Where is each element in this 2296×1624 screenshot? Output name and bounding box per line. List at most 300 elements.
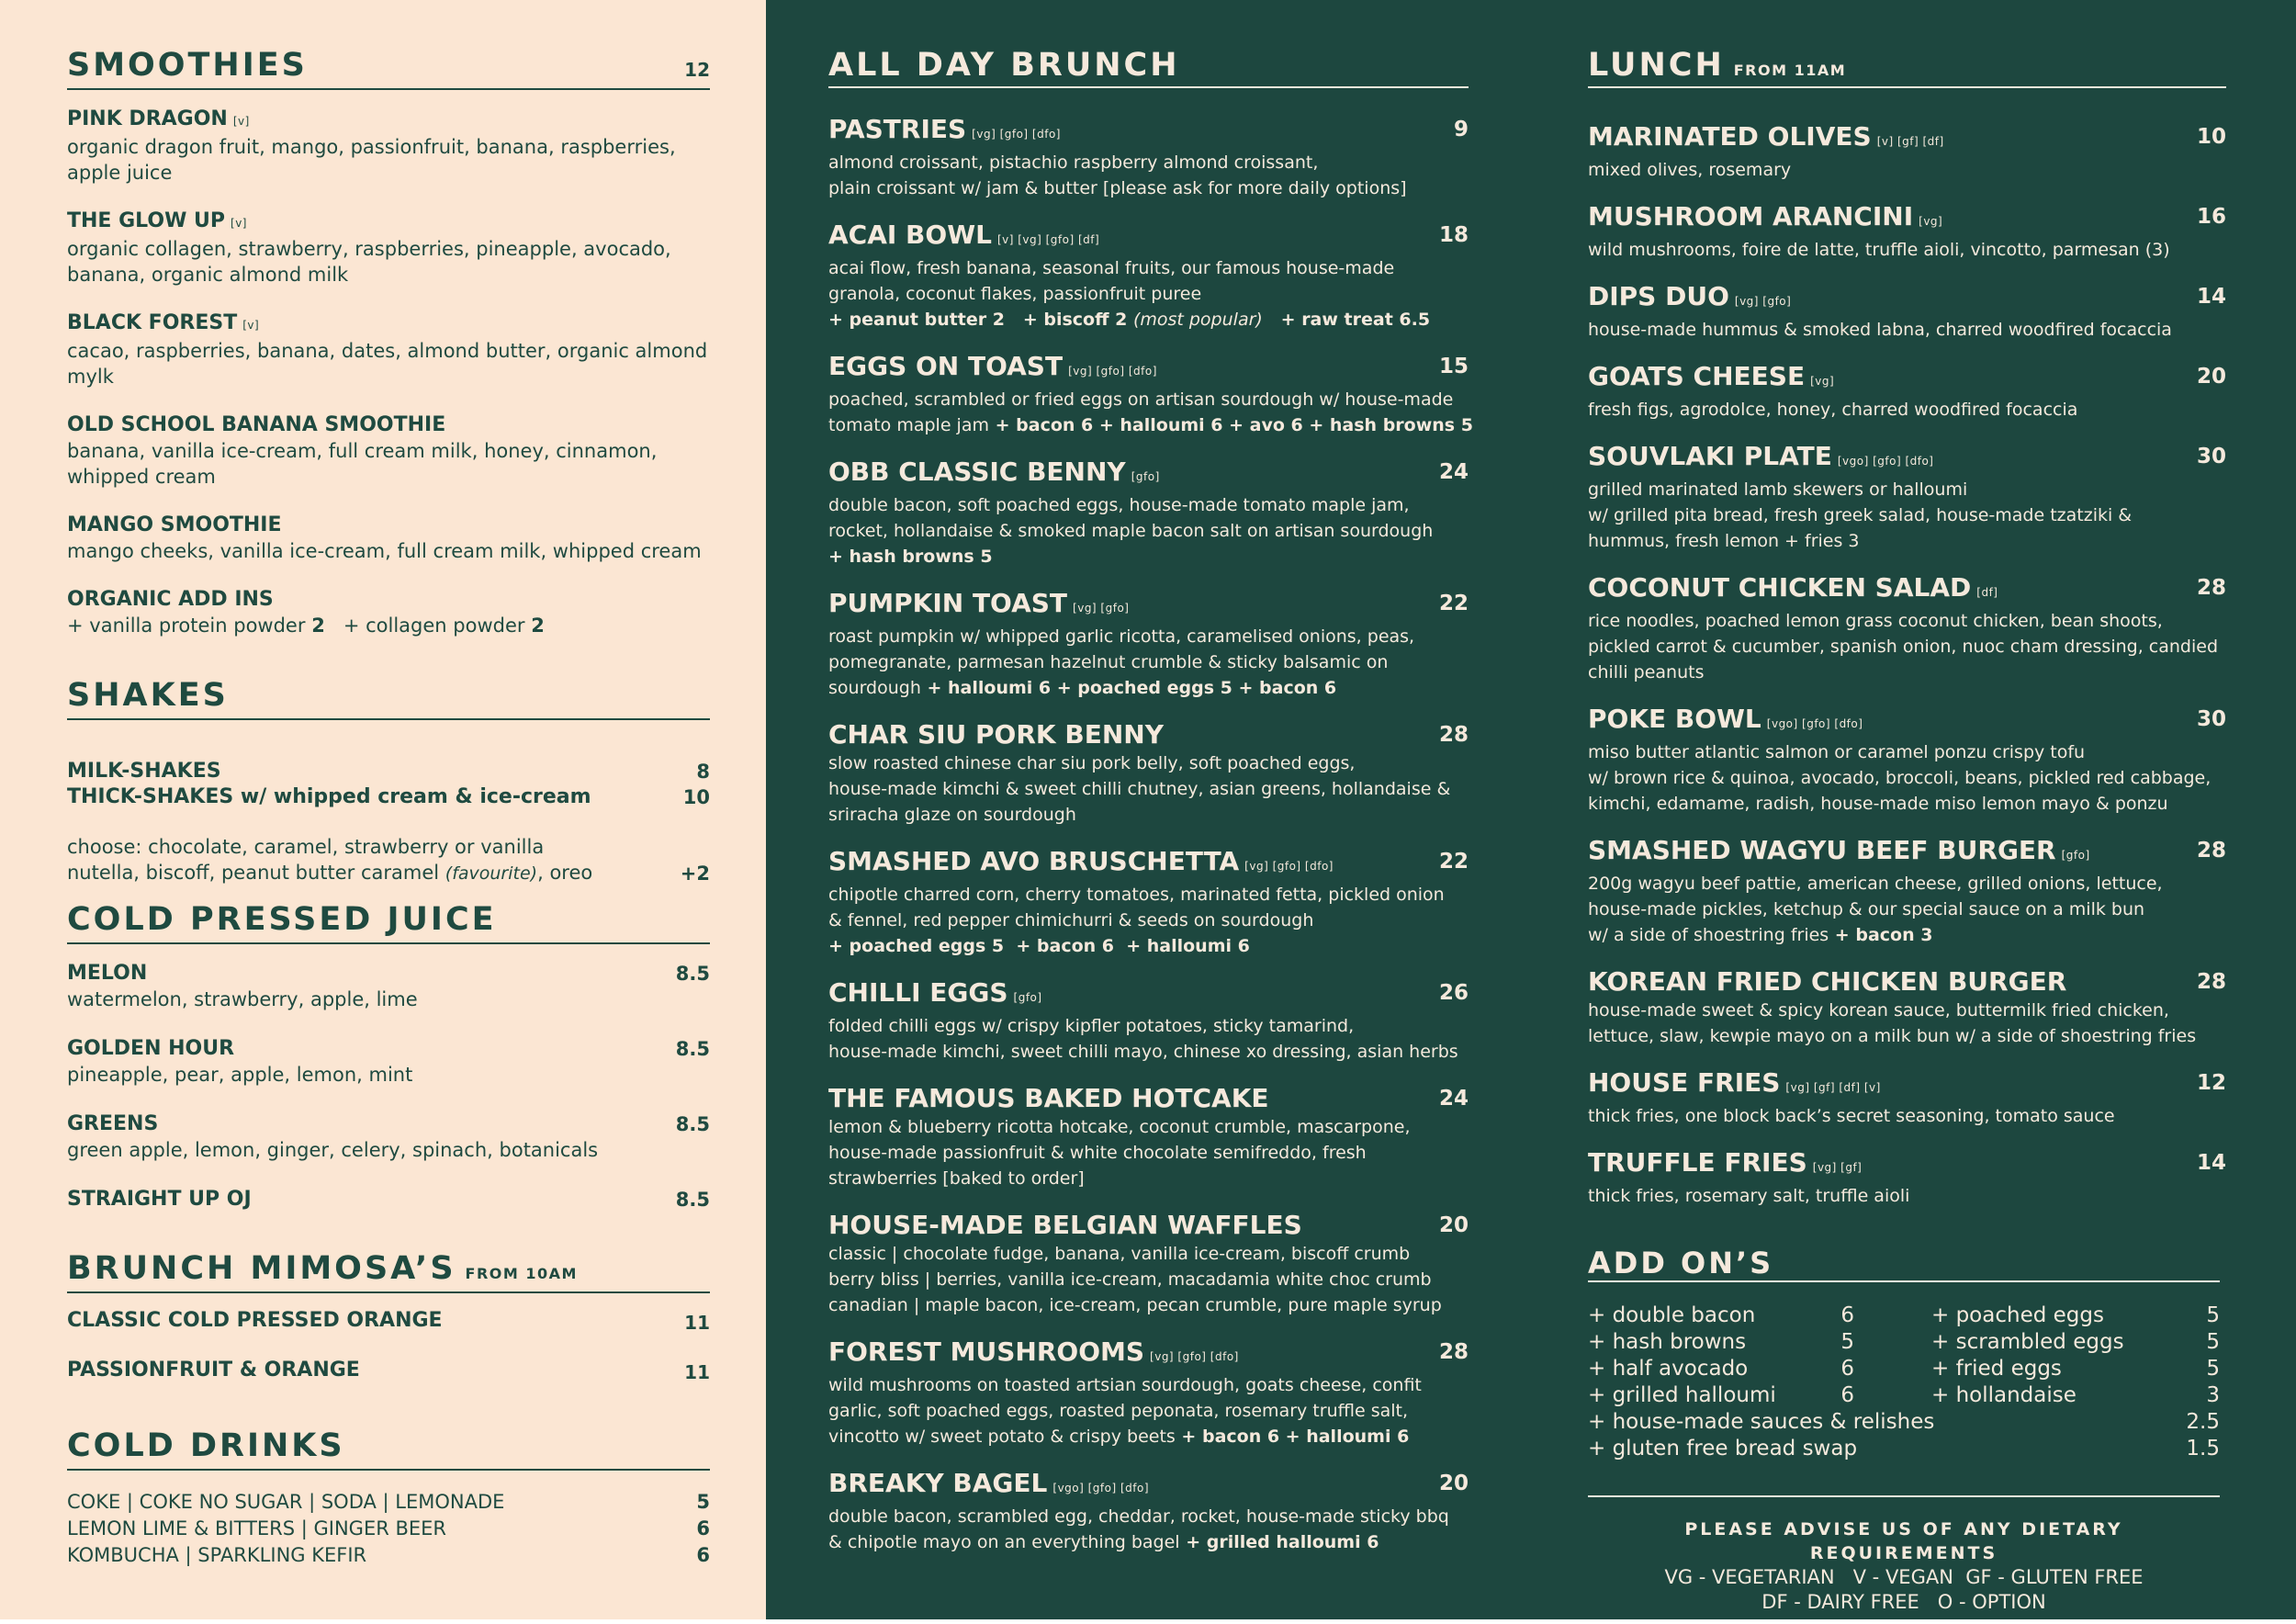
item-desc [1588,634,2226,660]
dietary-legend: VG - VEGETARIAN V - VEGAN GF - GLUTEN FREE [1664,1566,2144,1588]
addon-row [1931,1356,2220,1382]
item-name: THE GLOW UP [67,209,226,232]
addons-full-rows [1588,1409,2220,1462]
addon-name: + hollandaise [1931,1383,2077,1407]
section-time: FROM 11AM [1733,62,1847,79]
dietary-tag: [gfo] [2061,849,2090,862]
desc-text: folded chilli eggs w/ crispy kipfler potatoes, sticky tamarind, [828,1016,1355,1036]
item-name: MUSHROOM ARANCINI [1588,201,1914,231]
addin-label: + collagen powder [343,615,525,637]
desc-text: acai flow, fresh banana, seasonal fruits, our famous house-made [828,258,1395,278]
addon-name: + scrambled eggs [1931,1330,2124,1354]
addon-name: + grilled halloumi [1588,1383,1776,1407]
addon-name: + poached eggs [1931,1303,2104,1327]
item-desc [828,1529,1469,1555]
item-desc [828,1292,1469,1318]
item-heading [828,1336,1469,1372]
dietary-legend: DF - DAIRY FREE O - OPTION [1761,1591,2046,1613]
item-price: 14 [2196,285,2226,309]
item-name: POKE BOWL [1588,704,1761,734]
item-desc [828,281,1469,307]
addon-row [1588,1356,1854,1382]
menu-item [1588,121,2226,183]
item-desc [1588,608,2226,634]
item-name: BREAKY BAGEL [828,1468,1048,1498]
item-desc [1588,1183,2226,1209]
section-rule [67,1291,710,1293]
menu-item [67,310,710,389]
menu-item [67,1111,710,1163]
desc-text: pomegranate, parmesan hazelnut crumble & sticky balsamic on [828,652,1389,672]
item-desc [1588,791,2226,817]
item-price: 16 [2196,205,2226,229]
item-desc [1588,528,2226,554]
shake-flavours: choose: chocolate, caramel, strawberry or vanilla [67,836,545,858]
addin-price: 2 [531,615,545,637]
menu-item [828,1083,1469,1191]
addon-row [1588,1436,2220,1462]
item-price: 6 [696,1544,710,1566]
item-extras: + hash browns 5 [828,547,993,567]
menu-item [67,107,710,186]
addon-name: + double bacon [1588,1303,1756,1327]
section-rule [1588,86,2226,88]
desc-text: wild mushrooms on toasted artsian sourdough, goats cheese, confit [828,1375,1422,1395]
menu-item [828,588,1469,701]
desc-text: house-made hummus & smoked labna, charred woodfired focaccia [1588,320,2172,340]
item-heading [828,114,1469,150]
item-desc [1588,397,2226,423]
item-heading [1588,121,2226,157]
desc-text: berry bliss | berries, vanilla ice-cream, macadamia white choc crumb [828,1269,1432,1290]
item-desc: pineapple, pear, apple, lemon, mint [67,1064,413,1086]
item-desc [828,1372,1469,1398]
menu-item [828,846,1469,959]
item-name: KOMBUCHA | SPARKLING KEFIR [67,1544,367,1566]
desc-text: chilli peanuts [1588,662,1705,682]
desc-text: canadian | maple bacon, ice-cream, pecan crumble, pure maple syrup [828,1295,1442,1315]
desc-text: sourdough [828,678,921,698]
item-name: CLASSIC COLD PRESSED ORANGE [67,1309,443,1332]
desc-text: house-made kimchi, sweet chilli mayo, chinese xo dressing, asian herbs [828,1042,1458,1062]
dietary-tag: [vg] [gfo] [dfo] [1244,860,1334,873]
addon-name: + hash browns [1588,1330,1747,1354]
section-title: SHAKES [67,677,229,714]
section-rule [67,718,710,720]
addon-name: + half avocado [1588,1357,1749,1381]
desc-text: fresh figs, agrodolce, honey, charred woodfired focaccia [1588,400,2078,420]
item-desc [1588,739,2226,765]
item-desc: green apple, lemon, ginger, celery, spinach, botanicals [67,1139,599,1161]
item-price: 28 [2196,839,2226,863]
addon-name: + fried eggs [1931,1357,2062,1381]
item-name: EGGS ON TOAST [828,351,1064,381]
desc-text: lettuce, slaw, kewpie mayo on a milk bun w/ a side of shoestring fries [1588,1026,2197,1046]
item-price: 22 [1438,850,1469,874]
dietary-tag: [df] [1976,586,1998,599]
page-edge [0,1619,2296,1624]
addon-price: 2.5 [2186,1410,2220,1434]
item-heading [828,719,1469,750]
item-heading [1588,281,2226,317]
item-heading [828,220,1469,255]
item-name: HOUSE-MADE BELGIAN WAFFLES [828,1210,1302,1240]
item-extras: + grilled halloumi 6 [1179,1532,1379,1552]
item-desc: organic collagen, strawberry, raspberries, pineapple, avocado, banana, organic almond milk [67,238,671,286]
item-heading [1588,572,2226,608]
item-name: TRUFFLE FRIES [1588,1147,1807,1178]
menu-item [67,1187,710,1212]
addin-label: + vanilla protein powder [67,615,306,637]
add-ins [67,587,710,638]
section-title: ADD ON’S [1588,1246,1774,1280]
item-price: 20 [1438,1213,1469,1237]
dietary-tag: [gfo] [1013,991,1042,1004]
item-price: 9 [1453,118,1469,141]
item-desc [828,1267,1469,1292]
item-extras: + peanut butter 2 + biscoff 2 [828,310,1133,330]
addon-price: 1.5 [2186,1437,2220,1460]
item-price: 8 [696,761,710,783]
item-name: THE FAMOUS BAKED HOTCAKE [828,1083,1269,1113]
item-price: 28 [1438,1340,1469,1364]
item-heading [1588,361,2226,397]
addon-price: 5 [1840,1330,1854,1354]
dietary-tag: [vg] [gfo] [1073,602,1130,615]
dietary-tag: [vg] [gf] [1812,1161,1863,1174]
item-name: MILK-SHAKES [67,760,221,783]
dietary-tag: [vg] [gfo] [dfo] [1150,1350,1239,1363]
menu-item [67,209,710,288]
addon-price: 5 [2206,1330,2220,1354]
mimosa-section [67,1249,710,1383]
item-price: 24 [1438,460,1469,484]
item-desc [1588,660,2226,685]
item-heading [1588,201,2226,237]
section-title: COLD DRINKS [67,1427,345,1464]
item-desc [828,1166,1469,1191]
item-extras: + poached eggs 5 + bacon 6 + halloumi 6 [828,936,1250,956]
item-desc [828,1504,1469,1529]
item-name: MELON [67,962,148,985]
desc-text: roast pumpkin w/ whipped garlic ricotta, caramelised onions, peas, [828,626,1415,647]
menu-item [1588,1067,2226,1129]
item-heading [1588,704,2226,739]
item-name: PINK DRAGON [67,107,228,130]
menu-item [67,513,710,564]
item-heading [1588,1067,2226,1103]
menu-item [67,1489,710,1516]
desc-text: classic | chocolate fudge, banana, vanilla ice-cream, biscoff crumb [828,1244,1411,1264]
desc-text: hummus, fresh lemon + fries 3 [1588,531,1860,551]
menu-item [1588,361,2226,423]
menu-item [1588,704,2226,817]
item-desc [828,1424,1469,1449]
addon-price: 6 [1840,1357,1854,1381]
brunch-section [828,46,1473,1555]
desc-text: slow roasted chinese char siu pork belly, soft poached eggs, [828,753,1356,773]
item-desc: mango cheeks, vanilla ice-cream, full cream milk, whipped cream [67,540,702,562]
item-name: PUMPKIN TOAST [828,588,1068,618]
item-desc [828,1241,1469,1267]
item-name: SMASHED AVO BRUSCHETTA [828,846,1240,876]
desc-text: chipotle charred corn, cherry tomatoes, marinated fetta, pickled onion [828,885,1445,905]
addons-right-column [1931,1303,2220,1409]
right-panel [766,0,2296,1624]
dietary-heading: PLEASE ADVISE US OF ANY DIETARY REQUIREMENTS [1684,1519,2123,1563]
item-price: 8.5 [675,1038,710,1060]
item-name: LEMON LIME & BITTERS | GINGER BEER [67,1517,447,1539]
addon-row [1588,1303,1854,1329]
item-desc [1588,1023,2226,1049]
item-price: 11 [684,1361,710,1383]
item-desc [828,750,1469,776]
item-desc [828,776,1469,802]
desc-text: grilled marinated lamb skewers or halloumi [1588,479,1968,500]
item-name: HOUSE FRIES [1588,1067,1781,1098]
menu-item [828,351,1473,438]
item-name: PASSIONFRUIT & ORANGE [67,1359,360,1382]
item-price: 10 [682,786,710,808]
desc-text: strawberries [baked to order] [828,1168,1085,1189]
section-rule [828,86,1469,88]
dietary-tag: [vg] [1919,215,1943,228]
item-name: GREENS [67,1112,159,1135]
item-price: 22 [1438,592,1469,615]
menu-item [67,1036,710,1088]
cold-drinks-section [67,1427,710,1569]
dietary-tag: [vgo] [gfo] [dfo] [1052,1482,1150,1494]
lunch-section [1588,46,2226,1615]
shake-flavours: , oreo [537,862,593,884]
desc-text: rice noodles, poached lemon grass coconut chicken, bean shoots, [1588,611,2163,631]
desc-text: house-made pickles, ketchup & our special sauce on a milk bun [1588,899,2145,919]
item-price: 28 [2196,576,2226,600]
smoothies-section [67,46,710,638]
desc-text: poached, scrambled or fried eggs on artisan sourdough w/ house-made [828,389,1454,410]
item-extras: + bacon 3 [1829,925,1933,945]
item-heading [1588,441,2226,477]
dietary-notice [1588,1517,2220,1615]
item-price: 12 [2196,1071,2226,1095]
item-price: 8.5 [675,1189,710,1211]
menu-item [1588,201,2226,263]
item-heading [1588,1147,2226,1183]
item-desc [1588,237,2226,263]
addin-price: 2 [311,615,325,637]
item-desc [1588,157,2226,183]
menu-item [67,412,710,490]
item-price: 11 [684,1312,710,1334]
dietary-tag: [v] [232,115,250,128]
dietary-tag: [gfo] [1131,470,1160,483]
item-extras: + bacon 6 + halloumi 6 + avo 6 + hash browns 5 [989,415,1473,435]
dietary-tag: [vgo] [gfo] [dfo] [1766,717,1863,730]
item-desc [828,1114,1469,1140]
item-name: DIPS DUO [1588,281,1729,311]
item-extras-row [828,544,1469,570]
section-time: FROM 10AM [465,1265,578,1282]
menu-item [67,1542,710,1569]
item-price: 14 [2196,1151,2226,1175]
item-desc [1588,765,2226,791]
item-desc [828,255,1469,281]
addon-price: 5 [2206,1357,2220,1381]
desc-text: house-made sweet & spicy korean sauce, buttermilk fried chicken, [1588,1000,2169,1021]
item-price: 18 [1438,223,1469,247]
desc-text: lemon & blueberry ricotta hotcake, coconut crumble, mascarpone, [828,1117,1411,1137]
desc-text: thick fries, rosemary salt, truffle aioli [1588,1186,1910,1206]
dietary-tag: [vg] [1810,375,1835,388]
section-title: ALL DAY BRUNCH [828,47,1180,84]
addon-row [1931,1303,2220,1329]
addon-name: + gluten free bread swap [1588,1437,1858,1460]
item-desc [1588,1103,2226,1129]
item-extras: + bacon 6 + halloumi 6 [1175,1427,1410,1447]
item-desc [1588,922,2226,948]
dietary-tag: [v] [gf] [df] [1876,135,1944,148]
menu-item [67,961,710,1012]
desc-text: & chipotle mayo on an everything bagel [828,1532,1180,1552]
addon-price: 6 [1840,1303,1854,1327]
item-heading [828,977,1469,1013]
desc-text: garlic, soft poached eggs, roasted peponata, rosemary truffle salt, [828,1401,1409,1421]
addon-name: + house-made sauces & relishes [1588,1410,1935,1434]
dietary-tag: [vgo] [gfo] [dfo] [1837,455,1934,468]
desc-text: almond croissant, pistachio raspberry almond croissant, [828,152,1319,173]
menu-item [1588,835,2226,948]
item-price: 8.5 [675,963,710,985]
shake-flavours: nutella, biscoff, peanut butter caramel [67,862,440,884]
item-desc [828,518,1469,544]
item-desc: watermelon, strawberry, apple, lime [67,988,418,1010]
lunch-list [1588,121,2226,1209]
item-price: 6 [696,1517,710,1539]
item-desc [828,882,1469,908]
brunch-list [828,114,1473,1555]
extras-note: (most popular) [1132,310,1263,330]
menu-item [828,220,1469,333]
item-desc [828,802,1469,828]
item-desc [828,412,1473,438]
section-rule [67,88,710,90]
menu-item [1588,572,2226,685]
desc-text: w/ a side of shoestring fries [1588,925,1829,945]
item-price: 24 [1438,1087,1469,1111]
item-price: 20 [2196,365,2226,389]
item-name: SOUVLAKI PLATE [1588,441,1832,471]
desc-text: thick fries, one block back’s secret seasoning, tomato sauce [1588,1106,2115,1126]
menu-item [828,457,1469,570]
desc-text: miso butter atlantic salmon or caramel ponzu crispy tofu [1588,742,2086,762]
dietary-tag: [v] [vg] [gfo] [df] [996,233,1100,246]
item-heading [1588,966,2226,998]
item-price: 30 [2196,707,2226,731]
item-desc [828,675,1469,701]
item-name: PASTRIES [828,114,967,144]
item-name: CHILLI EGGS [828,977,1008,1008]
item-desc [828,624,1469,649]
item-name: GOLDEN HOUR [67,1037,235,1060]
section-title: LUNCH [1588,47,1725,84]
section-price: 12 [684,59,710,81]
item-heading [828,457,1469,492]
menu-item [1588,966,2226,1049]
desc-text: w/ brown rice & quinoa, avocado, broccoli, beans, pickled red cabbage, [1588,768,2212,788]
item-name: KOREAN FRIED CHICKEN BURGER [1588,966,2067,997]
menu-item [828,1468,1469,1555]
desc-text: rocket, hollandaise & smoked maple bacon salt on artisan sourdough [828,521,1434,541]
item-desc: banana, vanilla ice-cream, full cream milk, honey, cinnamon, whipped cream [67,440,658,488]
menu-item [67,1358,710,1383]
item-desc [828,1398,1469,1424]
item-name: FOREST MUSHROOMS [828,1336,1145,1367]
addon-price: 6 [1840,1383,1854,1407]
desc-text: pickled carrot & cucumber, spanish onion, nuoc cham dressing, candied [1588,637,2219,657]
menu-item [828,977,1469,1065]
desc-text: vincotto w/ sweet potato & crispy beets [828,1427,1176,1447]
addon-row [1588,1409,2220,1436]
section-title: BRUNCH MIMOSA’S [67,1250,456,1287]
item-price: 30 [2196,445,2226,468]
section-title: COLD PRESSED JUICE [67,901,497,938]
item-desc [828,175,1469,201]
item-name: OLD SCHOOL BANANA SMOOTHIE [67,413,446,436]
item-price: 28 [2196,970,2226,994]
addon-row [1588,1329,1854,1356]
menu-item [1588,281,2226,343]
item-price: 10 [2196,125,2226,149]
menu-item [828,1210,1469,1318]
addon-row [1588,1382,1854,1409]
dietary-tag: [vg] [gfo] [dfo] [972,128,1061,141]
favourite-note: (favourite) [445,863,538,884]
item-price: 5 [696,1491,710,1513]
item-name: GOATS CHEESE [1588,361,1806,391]
item-name: COKE | COKE NO SUGAR | SODA | LEMONADE [67,1491,505,1513]
desc-text: wild mushrooms, foire de latte, truffle aioli, vincotto, parmesan (3) [1588,240,2170,260]
item-name: THICK-SHAKES w/ whipped cream & ice-cream [67,785,591,808]
menu-item [828,114,1469,201]
dietary-tag: [v] [231,217,247,230]
item-desc: organic dragon fruit, mango, passionfruit, banana, raspberries, apple juice [67,136,676,184]
desc-text: granola, coconut flakes, passionfruit puree [828,284,1202,304]
desc-text: tomato maple jam [828,415,989,435]
dietary-tag: [vg] [gf] [df] [v] [1785,1081,1881,1094]
item-heading [828,1210,1469,1241]
item-name: SMASHED WAGYU BEEF BURGER [1588,835,2056,865]
desc-text: kimchi, edamame, radish, house-made miso lemon mayo & ponzu [1588,794,2168,814]
item-name: BLACK FOREST [67,311,238,334]
desc-text: 200g wagyu beef pattie, american cheese, grilled onions, lettuce, [1588,874,2163,894]
desc-text: & fennel, red pepper chimichurri & seeds on sourdough [828,910,1314,930]
item-desc [1588,477,2226,502]
item-name: COCONUT CHICKEN SALAD [1588,572,1972,603]
section-rule [67,942,710,944]
desc-text: plain croissant w/ jam & butter [please ask for more daily options] [828,178,1407,198]
item-desc [828,1039,1469,1065]
item-name: ACAI BOWL [828,220,992,250]
item-price: 28 [1438,723,1469,747]
addon-row [1931,1329,2220,1356]
item-desc [828,492,1469,518]
item-desc [828,150,1469,175]
item-price: +2 [680,863,710,885]
item-name: OBB CLASSIC BENNY [828,457,1126,487]
item-price: 26 [1438,981,1469,1005]
dietary-tag: [vg] [gfo] [1734,295,1792,308]
item-heading [828,588,1469,624]
